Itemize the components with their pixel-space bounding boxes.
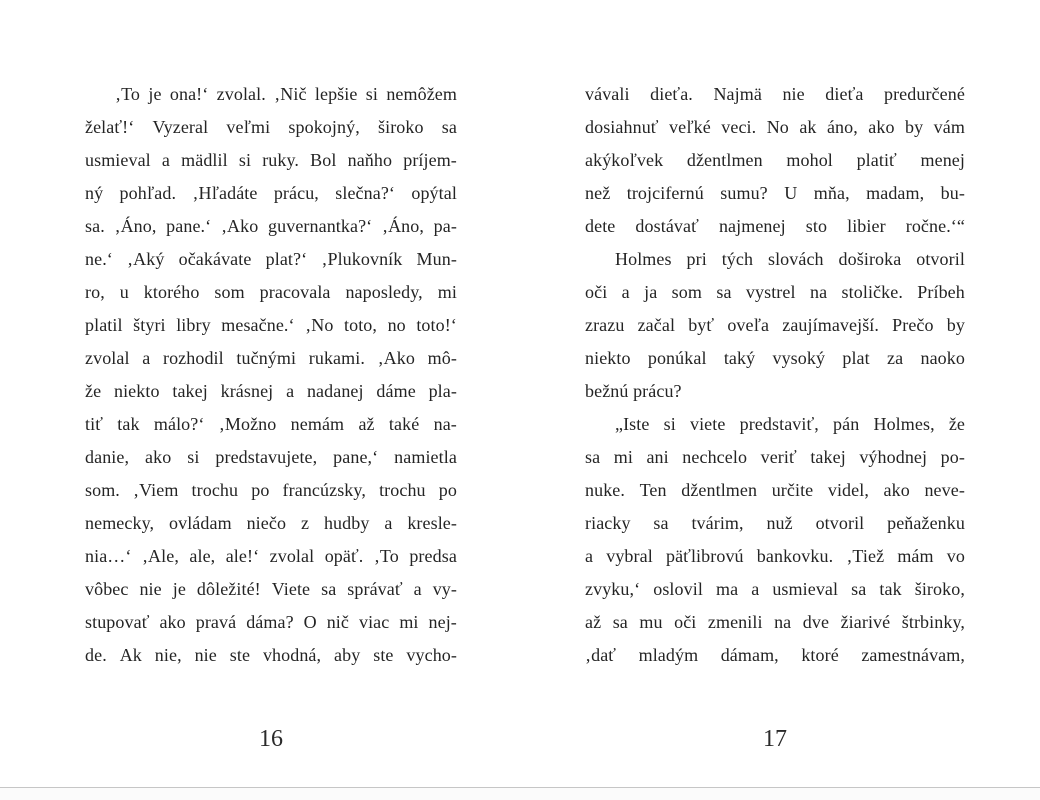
page-left-text bbox=[85, 78, 457, 672]
page-right bbox=[585, 78, 965, 752]
text-line: nemecky, ovládam niečo z hudby a kresle- bbox=[85, 513, 457, 533]
text-line: než trojcifernú sumu? U mňa, madam, bu- bbox=[585, 183, 965, 203]
text-line: tiť tak málo?‘ ‚Možno nemám až také na- bbox=[85, 414, 457, 434]
text-line: že niekto takej krásnej a nadanej dáme pla- bbox=[85, 381, 457, 401]
page-left bbox=[85, 78, 457, 752]
text-line: zrazu začal byť oveľa zaujímavejší. Prečo by bbox=[585, 315, 965, 335]
text-line: riacky sa tvárim, nuž otvoril peňaženku bbox=[585, 513, 965, 533]
text-line: niekto ponúkal taký vysoký plat za naoko bbox=[585, 348, 965, 368]
paragraph bbox=[85, 78, 457, 672]
text-line: vôbec nie je dôležité! Viete sa správať a vy- bbox=[85, 579, 457, 599]
text-line: zvolal a rozhodil tučnými rukami. ‚Ako mô- bbox=[85, 348, 457, 368]
text-line: ne.‘ ‚Aký očakávate plat?‘ ‚Plukovník Mun- bbox=[85, 249, 457, 269]
text-line: ‚To je ona!‘ zvolal. ‚Nič lepšie si nemôžem bbox=[115, 84, 457, 104]
text-line: zvyku,‘ oslovil ma a usmieval sa tak široko, bbox=[585, 579, 965, 599]
text-line: želať!‘ Vyzeral veľmi spokojný, široko sa bbox=[85, 117, 457, 137]
page-bottom-edge bbox=[0, 787, 1040, 800]
paragraph bbox=[585, 243, 965, 408]
text-line: ný pohľad. ‚Hľadáte prácu, slečna?‘ opýtal bbox=[85, 183, 457, 203]
page-right-text bbox=[585, 78, 965, 672]
page-number-left: 16 bbox=[259, 726, 283, 752]
text-line: akýkoľvek džentlmen mohol platiť menej bbox=[585, 150, 965, 170]
text-line: som. ‚Viem trochu po francúzsky, trochu po bbox=[85, 480, 457, 500]
text-line: a vybral päťlibrovú bankovku. ‚Tiež mám vo bbox=[585, 546, 965, 566]
text-line: usmieval a mädlil si ruky. Bol naňho príjem- bbox=[85, 150, 457, 170]
text-line: sa. ‚Áno, pane.‘ ‚Ako guvernantka?‘ ‚Áno, pa- bbox=[85, 216, 457, 236]
text-line: bežnú prácu? bbox=[585, 381, 682, 401]
text-line: oči a ja som sa vystrel na stoličke. Príbeh bbox=[585, 282, 965, 302]
text-line: Holmes pri tých slovách doširoka otvoril bbox=[615, 249, 965, 269]
text-line: dete dostávať najmenej sto libier ročne.‘“ bbox=[585, 216, 965, 236]
text-line: až sa mu oči zmenili na dve žiarivé štrbinky, bbox=[585, 612, 965, 632]
text-line: danie, ako si predstavujete, pane,‘ namietla bbox=[85, 447, 457, 467]
page-number-right: 17 bbox=[763, 726, 787, 752]
text-line: ro, u ktorého som pracovala naposledy, mi bbox=[85, 282, 457, 302]
text-line: platil štyri libry mesačne.‘ ‚No toto, no toto!‘ bbox=[85, 315, 457, 335]
paragraph bbox=[585, 408, 965, 672]
text-line: nuke. Ten džentlmen určite videl, ako neve- bbox=[585, 480, 965, 500]
text-line: dosiahnuť veľké veci. No ak áno, ako by vám bbox=[585, 117, 965, 137]
text-line: vávali dieťa. Najmä nie dieťa predurčené bbox=[585, 84, 965, 104]
text-line: „Iste si viete predstaviť, pán Holmes, že bbox=[615, 414, 965, 434]
text-line: nia…‘ ‚Ale, ale, ale!‘ zvolal opäť. ‚To predsa bbox=[85, 546, 457, 566]
text-line: stupovať ako pravá dáma? O nič viac mi nej- bbox=[85, 612, 457, 632]
text-line: sa mi ani nechcelo veriť takej výhodnej po- bbox=[585, 447, 965, 467]
text-line: ‚dať mladým dámam, ktoré zamestnávam, bbox=[585, 645, 965, 665]
paragraph bbox=[585, 78, 965, 243]
text-line: de. Ak nie, nie ste vhodná, aby ste vycho- bbox=[85, 645, 457, 665]
